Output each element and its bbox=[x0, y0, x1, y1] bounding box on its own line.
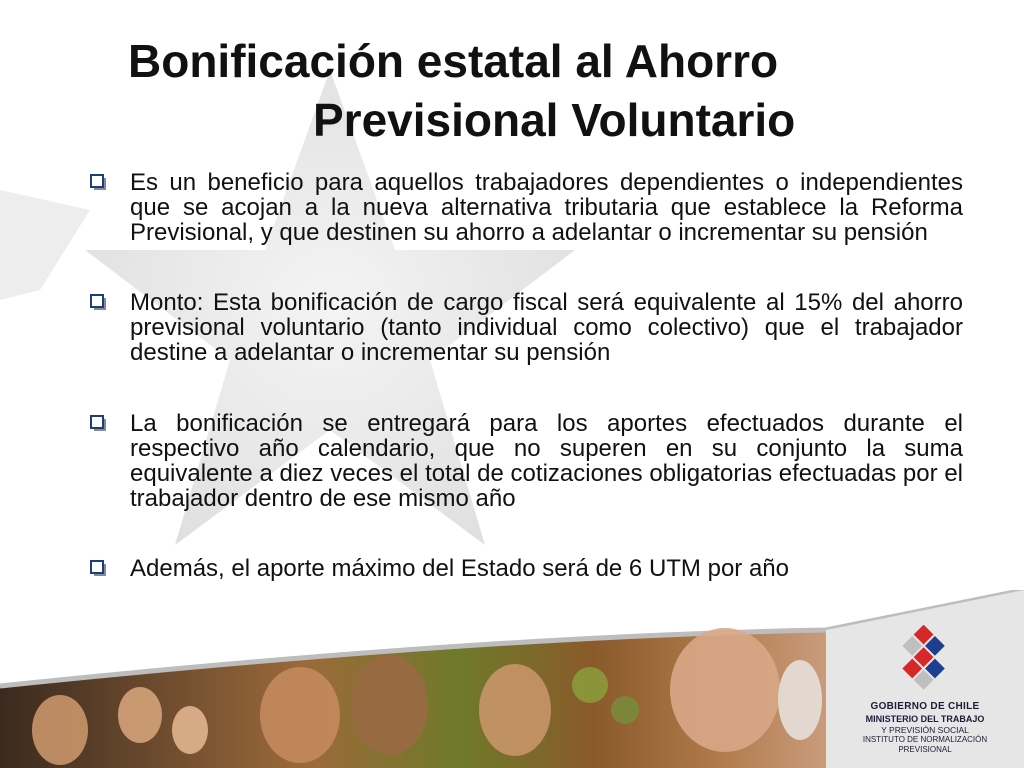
bullet-item bbox=[90, 411, 963, 511]
logo-line-previsional: PREVISIONAL bbox=[898, 745, 952, 754]
bullet-text: Además, el aporte máximo del Estado será de 6 UTM por año bbox=[130, 555, 789, 582]
slide-title-line1: Bonificación estatal al Ahorro bbox=[128, 35, 779, 87]
bullet-item bbox=[90, 290, 963, 365]
gobierno-de-chile-logo bbox=[826, 625, 1024, 768]
bullet-text: Monto: Esta bonificación de cargo fiscal será equivalente al 15% del ahorro previsional voluntario (tanto individual como colectivo) que el trabajador destine a adelantar o incrementar su pensión bbox=[130, 289, 963, 366]
logo-line-ministerio: MINISTERIO DEL TRABAJO bbox=[865, 714, 985, 724]
checkbox-square-icon bbox=[90, 294, 107, 311]
checkbox-square-icon bbox=[90, 174, 107, 191]
logo-line-gobierno: GOBIERNO DE CHILE bbox=[870, 701, 980, 712]
bullet-item bbox=[90, 170, 963, 245]
bullet-text: Es un beneficio para aquellos trabajadores dependientes o independientes que se acojan a la nueva alternativa tributaria que establece la Reforma Previsional, y que destinen su ahorro a adelantar o incrementar su pensión bbox=[130, 169, 963, 246]
checkbox-square-icon bbox=[90, 560, 107, 577]
slide-title-line2: Previsional Voluntario bbox=[313, 94, 796, 146]
logo-line-instituto: INSTITUTO DE NORMALIZACIÓN bbox=[862, 735, 988, 744]
bullet-item bbox=[90, 556, 963, 581]
bullet-list bbox=[90, 170, 963, 581]
bullet-text: La bonificación se entregará para los aportes efectuados durante el respectivo año calendario, que no superen en su conjunto la suma equivalente a diez veces el total de cotizaciones obligatorias efectuadas por el trabajador dentro de ese mismo año bbox=[130, 410, 963, 512]
checkbox-square-icon bbox=[90, 415, 107, 432]
chile-cross-icon bbox=[826, 625, 1024, 695]
logo-line-prevision: Y PREVISIÓN SOCIAL bbox=[881, 725, 969, 735]
